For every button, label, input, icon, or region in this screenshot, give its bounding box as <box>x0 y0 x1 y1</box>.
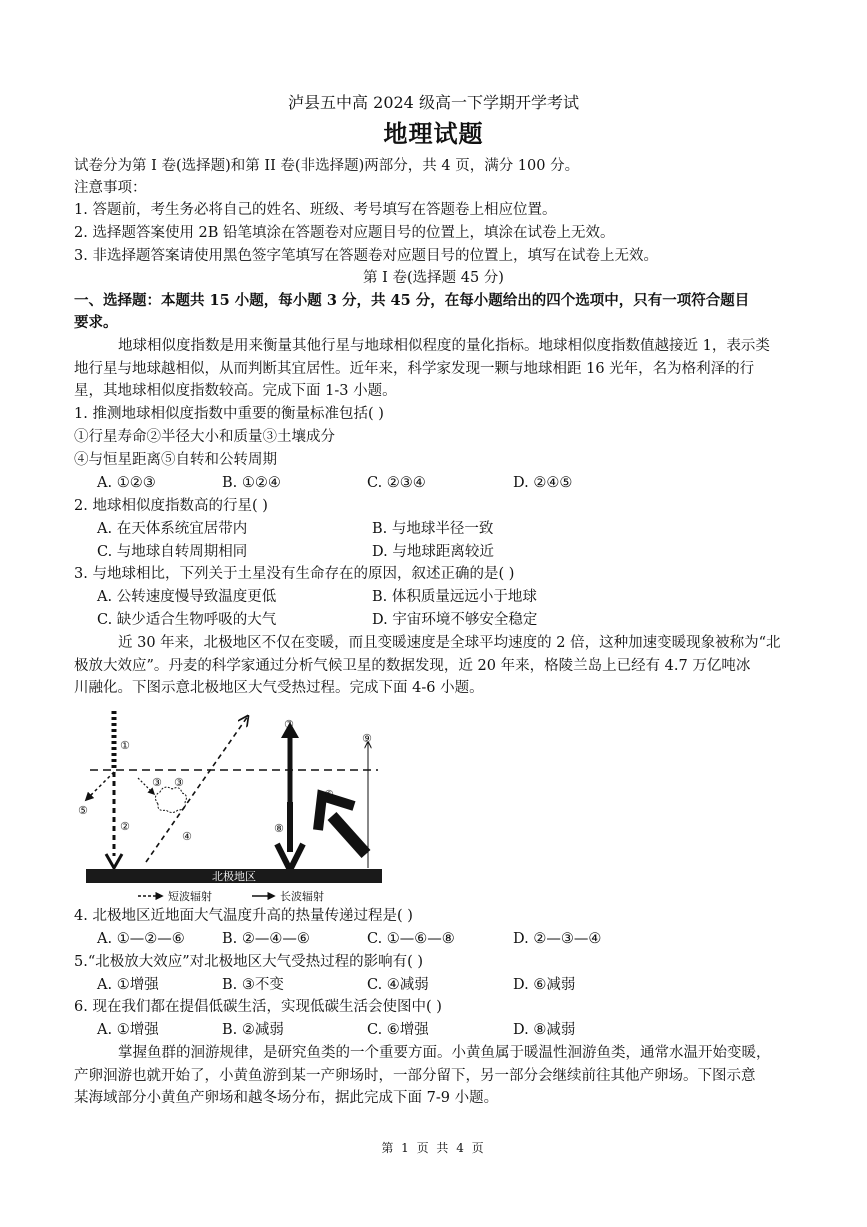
section-instruction-cont: 要求。 <box>74 314 118 331</box>
question-2-option-d[interactable]: D. 与地球距离较近 <box>372 544 494 560</box>
question-6-option-b[interactable]: B. ②减弱 <box>222 1022 284 1038</box>
question-4-stem: 4. 北极地区近地面大气温度升高的热量传递过程是( ) <box>74 908 413 924</box>
arrow-4-outgoing <box>146 716 248 862</box>
passage-1-line-1: 地球相似度指数是用来衡量其他行星与地球相似程度的量化指标。地球相似度指数值越接近 1，表示类 <box>118 338 770 354</box>
legend-short-label: 短波辐射 <box>168 890 212 903</box>
passage-2-line-2: 极放大效应”。丹麦的科学家通过分析气候卫星的数据发现，近 20 年来，格陵兰岛上已经有 4.7 万亿吨冰 <box>74 658 751 674</box>
passage-2-line-1: 近 30 年来，北极地区不仅在变暖，而且变暖速度是全球平均速度的 2 倍，这种加速变暖现象被称为“北 <box>118 635 781 651</box>
question-3-stem: 3. 与地球相比，下列关于土星没有生命存在的原因，叙述正确的是( ) <box>74 566 515 582</box>
question-4-option-b[interactable]: B. ②—④—⑥ <box>222 931 310 947</box>
label-8: ⑧ <box>274 822 284 835</box>
arrow-6-ground-radiation <box>332 816 366 854</box>
section-title: 第 I 卷(选择题 45 分) <box>363 270 504 286</box>
question-4-option-d[interactable]: D. ②—③—④ <box>513 931 602 947</box>
question-6-option-c[interactable]: C. ⑥增强 <box>367 1022 429 1038</box>
label-6: ⑥ <box>324 788 334 801</box>
cloud-icon <box>155 787 186 812</box>
passage-3-line-2: 产卵洄游也就开始了，小黄鱼游到某一产卵场时，一部分留下，另一部分会继续前往其他产卵场。下图示意 <box>74 1068 756 1084</box>
notice-item-2: 2. 选择题答案使用 2B 铅笔填涂在答题卷对应题目号的位置上，填涂在试卷上无效。 <box>74 225 615 241</box>
question-4-option-a[interactable]: A. ①—②—⑥ <box>97 931 185 947</box>
arrow-5-reflection <box>86 772 114 800</box>
question-5-option-a[interactable]: A. ①增强 <box>97 977 159 993</box>
question-2-option-c[interactable]: C. 与地球自转周期相同 <box>97 544 248 560</box>
ground-label: 北极地区 <box>212 870 256 883</box>
question-5-option-d[interactable]: D. ⑥减弱 <box>513 977 576 993</box>
intro-line: 试卷分为第 I 卷(选择题)和第 II 卷(非选择题)两部分，共 4 页，满分 100 分。 <box>74 158 580 174</box>
label-3a: ③ <box>152 776 162 789</box>
notice-title: 注意事项： <box>74 180 147 196</box>
school-exam-title: 泸县五中高 2024 级高一下学期开学考试 <box>288 93 579 112</box>
question-3-option-b[interactable]: B. 体积质量远远小于地球 <box>372 589 537 605</box>
notice-item-3: 3. 非选择题答案请使用黑色签字笔填写在答题卷对应题目号的位置上，填写在试卷上无效。 <box>74 248 658 264</box>
section-instruction: 一、选择题：本题共 15 小题，每小题 3 分，共 45 分，在每小题给出的四个选项中，只有一项符合题目 <box>74 292 750 309</box>
label-4: ④ <box>182 830 192 843</box>
label-9: ⑨ <box>362 732 372 745</box>
label-5: ⑤ <box>78 804 88 817</box>
question-3-option-d[interactable]: D. 宇宙环境不够安全稳定 <box>372 612 538 628</box>
question-1-items-cont: ④与恒星距离⑤自转和公转周期 <box>74 452 277 468</box>
label-1: ① <box>120 739 130 752</box>
question-1-stem: 1. 推测地球相似度指数中重要的衡量标准包括( ) <box>74 406 384 422</box>
question-2-option-a[interactable]: A. 在天体系统宜居带内 <box>97 521 248 537</box>
passage-2-line-3: 川融化。下图示意北极地区大气受热过程。完成下面 4-6 小题。 <box>74 680 484 696</box>
question-1-option-b[interactable]: B. ①②④ <box>222 475 281 491</box>
arrow-2-head <box>106 854 122 868</box>
question-3-option-a[interactable]: A. 公转速度慢导致温度更低 <box>97 589 277 605</box>
passage-1-line-2: 地行星与地球越相似，从而判断其宜居性。近年来，科学家发现一颗与地球相距 16 光年，名为格利泽的行 <box>74 361 755 377</box>
question-1-option-a[interactable]: A. ①②③ <box>97 475 156 491</box>
question-6-option-a[interactable]: A. ①增强 <box>97 1022 159 1038</box>
atmosphere-heating-diagram <box>78 706 390 906</box>
question-1-option-d[interactable]: D. ②④⑤ <box>513 475 573 491</box>
notice-item-1: 1. 答题前，考生务必将自己的姓名、班级、考号填写在答题卷上相应位置。 <box>74 202 557 218</box>
question-1-items: ①行星寿命②半径大小和质量③土壤成分 <box>74 429 335 445</box>
label-2: ② <box>120 820 130 833</box>
question-4-option-c[interactable]: C. ①—⑥—⑧ <box>367 931 455 947</box>
passage-1-line-3: 星，其地球相似度指数较高。完成下面 1-3 小题。 <box>74 383 397 399</box>
subject-title: 地理试题 <box>383 119 484 148</box>
question-5-stem: 5.“北极放大效应”对北极地区大气受热过程的影响有( ) <box>74 954 424 970</box>
passage-3-line-3: 某海域部分小黄鱼产卵场和越冬场分布，据此完成下面 7-9 小题。 <box>74 1090 499 1106</box>
question-5-option-b[interactable]: B. ③不变 <box>222 977 284 993</box>
legend-long-label: 长波辐射 <box>280 890 324 903</box>
question-3-option-c[interactable]: C. 缺少适合生物呼吸的大气 <box>97 612 277 628</box>
question-2-stem: 2. 地球相似度指数高的行星( ) <box>74 498 268 514</box>
question-1-option-c[interactable]: C. ②③④ <box>367 475 426 491</box>
question-5-option-c[interactable]: C. ④减弱 <box>367 977 429 993</box>
passage-3-line-1: 掌握鱼群的洄游规律，是研究鱼类的一个重要方面。小黄鱼属于暖温性洄游鱼类，通常水温开始变暖， <box>118 1045 771 1061</box>
page-footer: 第 1 页 共 4 页 <box>381 1141 486 1155</box>
label-3b: ③ <box>174 776 184 789</box>
label-7: ⑦ <box>284 718 294 731</box>
question-6-stem: 6. 现在我们都在提倡低碳生活，实现低碳生活会使图中( ) <box>74 999 442 1015</box>
question-2-option-b[interactable]: B. 与地球半径一致 <box>372 521 494 537</box>
question-6-option-d[interactable]: D. ⑧减弱 <box>513 1022 576 1038</box>
